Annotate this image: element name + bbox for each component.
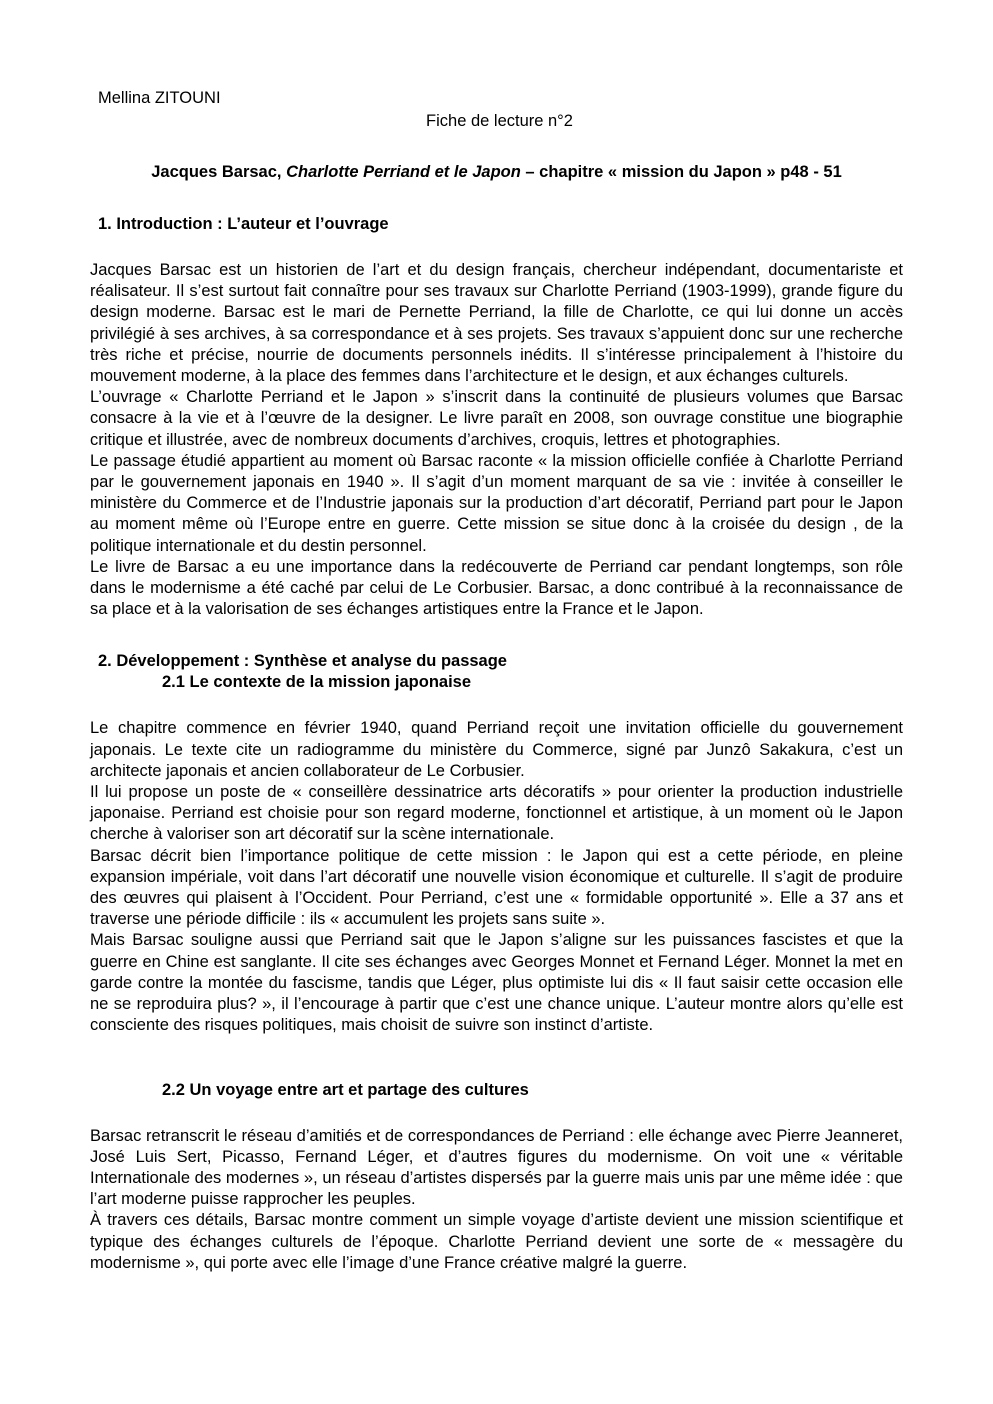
section-2-1-paragraph-1: Le chapitre commence en février 1940, quand Perriand reçoit une invitation officielle du gouvernement japonais. Le texte cite un radiogramme du ministère du Commerce, signé par Junzô Sakakura, c’est un architecte japonais et ancien collaborateur de Le Corbusier. bbox=[90, 719, 903, 780]
author-name: Mellina ZITOUNI bbox=[98, 89, 221, 107]
section-heading-2: 2. Développement : Synthèse et analyse du passage bbox=[98, 652, 507, 671]
section-2-2-paragraph-2: À travers ces détails, Barsac montre comment un simple voyage d’artiste devient une mission scientifique et typique des échanges culturels de l’époque. Charlotte Perriand devient une sorte de « messagère du modernisme », qui porte avec elle l’image d’une France créative malgré la guerre. bbox=[90, 1211, 903, 1272]
title-work-italic: Charlotte Perriand et le Japon bbox=[286, 163, 521, 181]
section-2-1-paragraph-3: Barsac décrit bien l’importance politique de cette mission : le Japon qui est a cette période, en pleine expansion impériale, voit dans l’art décoratif une nouvelle vision économique et culturelle. Il s’agit de produire des œuvres qui plaisent à l’Occident. Pour Perriand, c’est une « formidable opportunité ». Elle a 37 ans et traverse une période difficile : ils « accumulent les projets sans suite ». bbox=[90, 846, 903, 929]
document-title bbox=[90, 162, 903, 183]
document-body bbox=[90, 88, 903, 1274]
section-1-paragraph-4: Le livre de Barsac a eu une importance dans la redécouverte de Perriand car pendant longtemps, son rôle dans le modernisme a été caché par celui de Le Corbusier. Barsac, a donc contribué à la reconnaissance de sa place et à la valorisation de ses échanges artistiques entre la France et le Japon. bbox=[90, 557, 903, 619]
section-2-1-paragraph-4: Mais Barsac souligne aussi que Perriand sait que le Japon s’aligne sur les puissances fascistes et que la guerre en Chine est sanglante. Il cite ses échanges avec Georges Monnet et Fernand Léger. Monnet la met en garde contre la montée du fascisme, tandis que Léger, plus optimiste lui dis « Il faut saisir cette occasion elle ne se reproduira plus? », il l’encourage à partir que c’est une chance unique. L’auteur montre alors qu’elle est consciente des risques politiques, mais choisit de suivre son instinct d’artiste. bbox=[90, 931, 903, 1035]
section-1-paragraph-1: Jacques Barsac est un historien de l’art et du design français, chercheur indépendant, documentariste et réalisateur. Il s’est surtout fait connaître pour ses travaux sur Charlotte Perriand (1903-1999), grande figure du design moderne. Barsac est le mari de Pernette Perriand, la fille de Charlotte, ce qui lui donne un accès privilégié à ses archives, à sa correspondance et à ses projets. Ses travaux s’appuient donc sur une recherche très riche et précise, nourrie de documents personnels inédits. Il s’intéresse principalement à l’histoire du mouvement moderne, à la place des femmes dans l’architecture et le design, et aux échanges culturels. bbox=[90, 261, 903, 386]
document-subtitle: Fiche de lecture n°2 bbox=[426, 112, 573, 130]
title-prefix: Jacques Barsac, bbox=[151, 163, 287, 181]
section-heading-1: 1. Introduction : L’auteur et l’ouvrage bbox=[98, 215, 389, 233]
section-2-1-paragraph-2: Il lui propose un poste de « conseillère dessinatrice arts décoratifs » pour orienter la production industrielle japonaise. Perriand est choisie pour son regard moderne, fonctionnel et artistique, à un moment où le Japon cherche à valoriser son art décoratif sur la scène internationale. bbox=[90, 783, 903, 844]
subsection-heading-2-1: 2.1 Le contexte de la mission japonaise bbox=[162, 673, 472, 692]
section-1-paragraph-3: Le passage étudié appartient au moment où Barsac raconte « la mission officielle confiée à Charlotte Perriand par le gouvernement japonais en 1940 ». Il s’agit d’un moment marquant de sa vie : invitée à conseiller le ministère du Commerce et de l’Industrie japonais sur la production d’art décoratif, Perriand part pour le Japon au moment même où l’Europe entre en guerre. Cette mission se situe donc à la croisée du design , de la politique internationale et du destin personnel. bbox=[90, 451, 903, 555]
subsection-heading-2-2: 2.2 Un voyage entre art et partage des cultures bbox=[162, 1080, 529, 1099]
title-suffix: – chapitre « mission du Japon » p48 - 51 bbox=[520, 163, 842, 181]
section-2-2-paragraph-1: Barsac retranscrit le réseau d’amitiés et de correspondances de Perriand : elle échange avec Pierre Jeanneret, José Luis Sert, Picasso, Fernand Léger, et d’autres figures du modernisme. On voit une « véritable Internationale des modernes », un réseau d’artistes dispersés par la guerre mais unis par une même idée : que l’art moderne puisse rapprocher les peuples. bbox=[90, 1126, 903, 1209]
section-1-paragraph-2: L’ouvrage « Charlotte Perriand et le Japon » s’inscrit dans la continuité de plusieurs volumes que Barsac consacre à la vie et à l’œuvre de la designer. Le livre paraît en 2008, son ouvrage constitue une biographie critique et illustrée, avec de nombreux documents d’archives, croquis, lettres et photographies. bbox=[90, 388, 903, 449]
